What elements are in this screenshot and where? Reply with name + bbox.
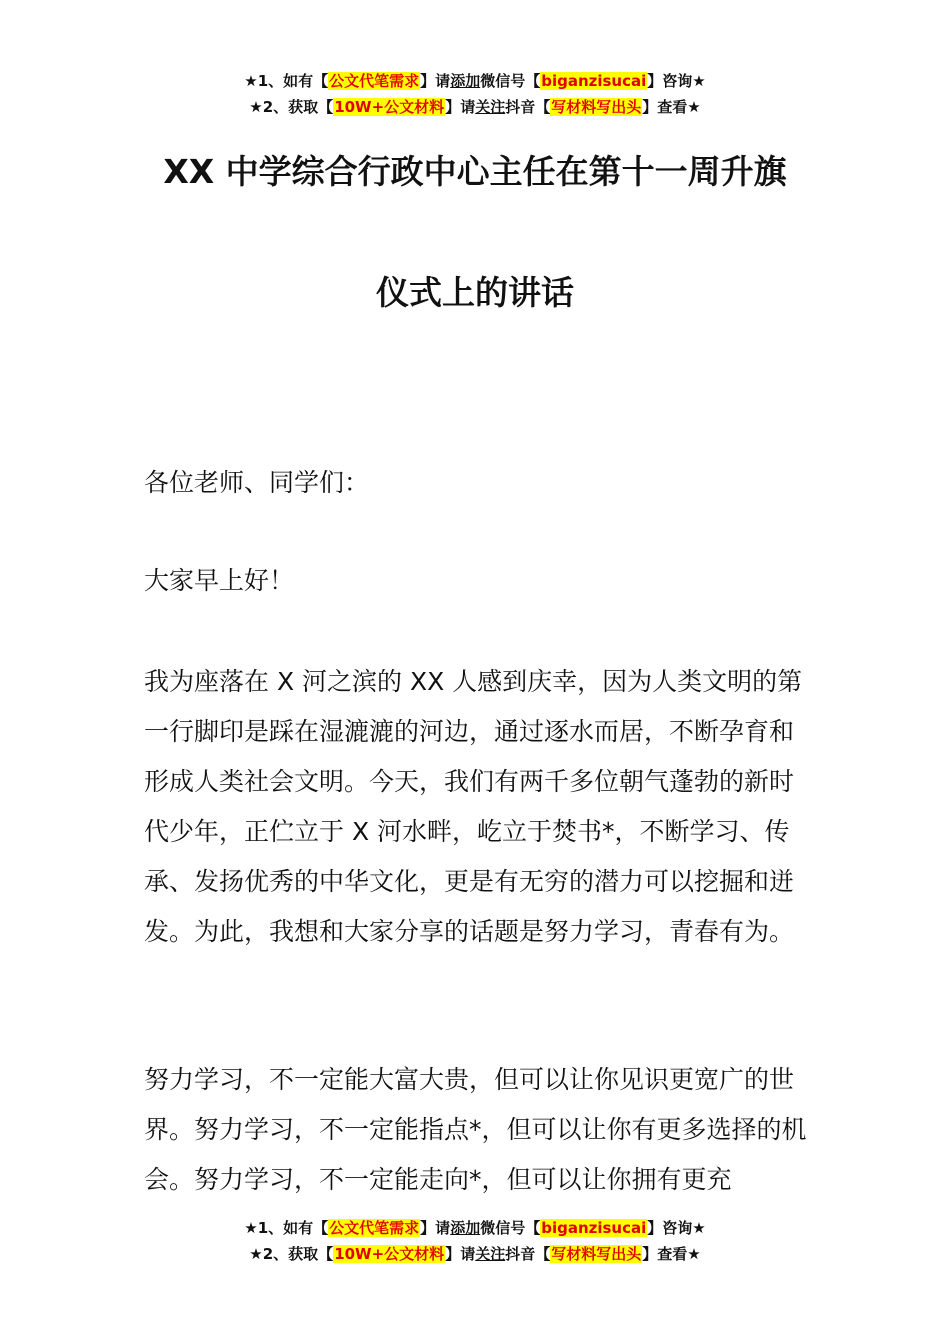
promo-text: 】咨询★ xyxy=(647,72,706,90)
promo-text: 微信号【 xyxy=(480,1219,541,1237)
promo-text: 微信号【 xyxy=(480,72,541,90)
promo-text: 】请 xyxy=(445,1245,476,1263)
salutation: 各位老师、同学们： xyxy=(144,468,370,497)
document-title-line-1: XX 中学综合行政中心主任在第十一周升旗 xyxy=(163,152,787,191)
document-title-line-2: 仪式上的讲话 xyxy=(376,273,574,312)
promo-underline: 添加 xyxy=(450,1219,481,1237)
promo-line-2 xyxy=(0,1241,950,1267)
greeting: 大家早上好！ xyxy=(144,566,295,595)
promo-highlight: 10W+公文材料 xyxy=(334,1245,445,1263)
promo-text: 】咨询★ xyxy=(647,1219,706,1237)
promo-wechat-id: biganzisucai xyxy=(541,72,647,90)
promo-wechat-id: biganzisucai xyxy=(541,1219,647,1237)
promo-text: 】查看★ xyxy=(642,1245,701,1263)
promo-text: 】请 xyxy=(420,1219,451,1237)
promo-text: ★2、获取【 xyxy=(249,98,334,116)
promo-highlight: 公文代笔需求 xyxy=(329,1219,420,1237)
promo-text: ★2、获取【 xyxy=(249,1245,334,1263)
promo-text: 】请 xyxy=(420,72,451,90)
promo-line-1 xyxy=(0,1215,950,1241)
promo-text: ★1、如有【 xyxy=(244,1219,329,1237)
promo-douyin-id: 写材料写出头 xyxy=(551,98,642,116)
promo-underline: 关注 xyxy=(475,1245,506,1263)
promo-text: 抖音【 xyxy=(505,1245,551,1263)
promo-highlight: 公文代笔需求 xyxy=(329,72,420,90)
promo-highlight: 10W+公文材料 xyxy=(334,98,445,116)
footer-promo-banner xyxy=(0,1215,950,1267)
promo-text: 抖音【 xyxy=(505,98,551,116)
promo-text: 】查看★ xyxy=(642,98,701,116)
promo-text: ★1、如有【 xyxy=(244,72,329,90)
promo-underline: 添加 xyxy=(450,72,481,90)
promo-line-1 xyxy=(0,68,950,94)
promo-text: 】请 xyxy=(445,98,476,116)
promo-douyin-id: 写材料写出头 xyxy=(551,1245,642,1263)
promo-line-2 xyxy=(0,94,950,120)
body-paragraph-1: 我为座落在 X 河之滨的 XX 人感到庆幸，因为人类文明的第一行脚印是踩在湿漉漉的河边，通过逐水而居，不断孕育和形成人类社会文明。今天，我们有两千多位朝气蓬勃的新时代少年，正伫立于 X 河水畔，屹立于焚书*，不断学习、传承、发扬优秀的中华文化，更是有无穷的潜力可以挖掘和迸发。为此，我想和大家分享的话题是努力学习，青春有为。 xyxy=(144,667,803,946)
header-promo-banner xyxy=(0,68,950,120)
body-paragraph-2: 努力学习，不一定能大富大贵，但可以让你见识更宽广的世界。努力学习，不一定能指点*，但可以让你有更多选择的机会。努力学习，不一定能走向*，但可以让你拥有更充 xyxy=(144,1065,807,1194)
promo-underline: 关注 xyxy=(475,98,506,116)
